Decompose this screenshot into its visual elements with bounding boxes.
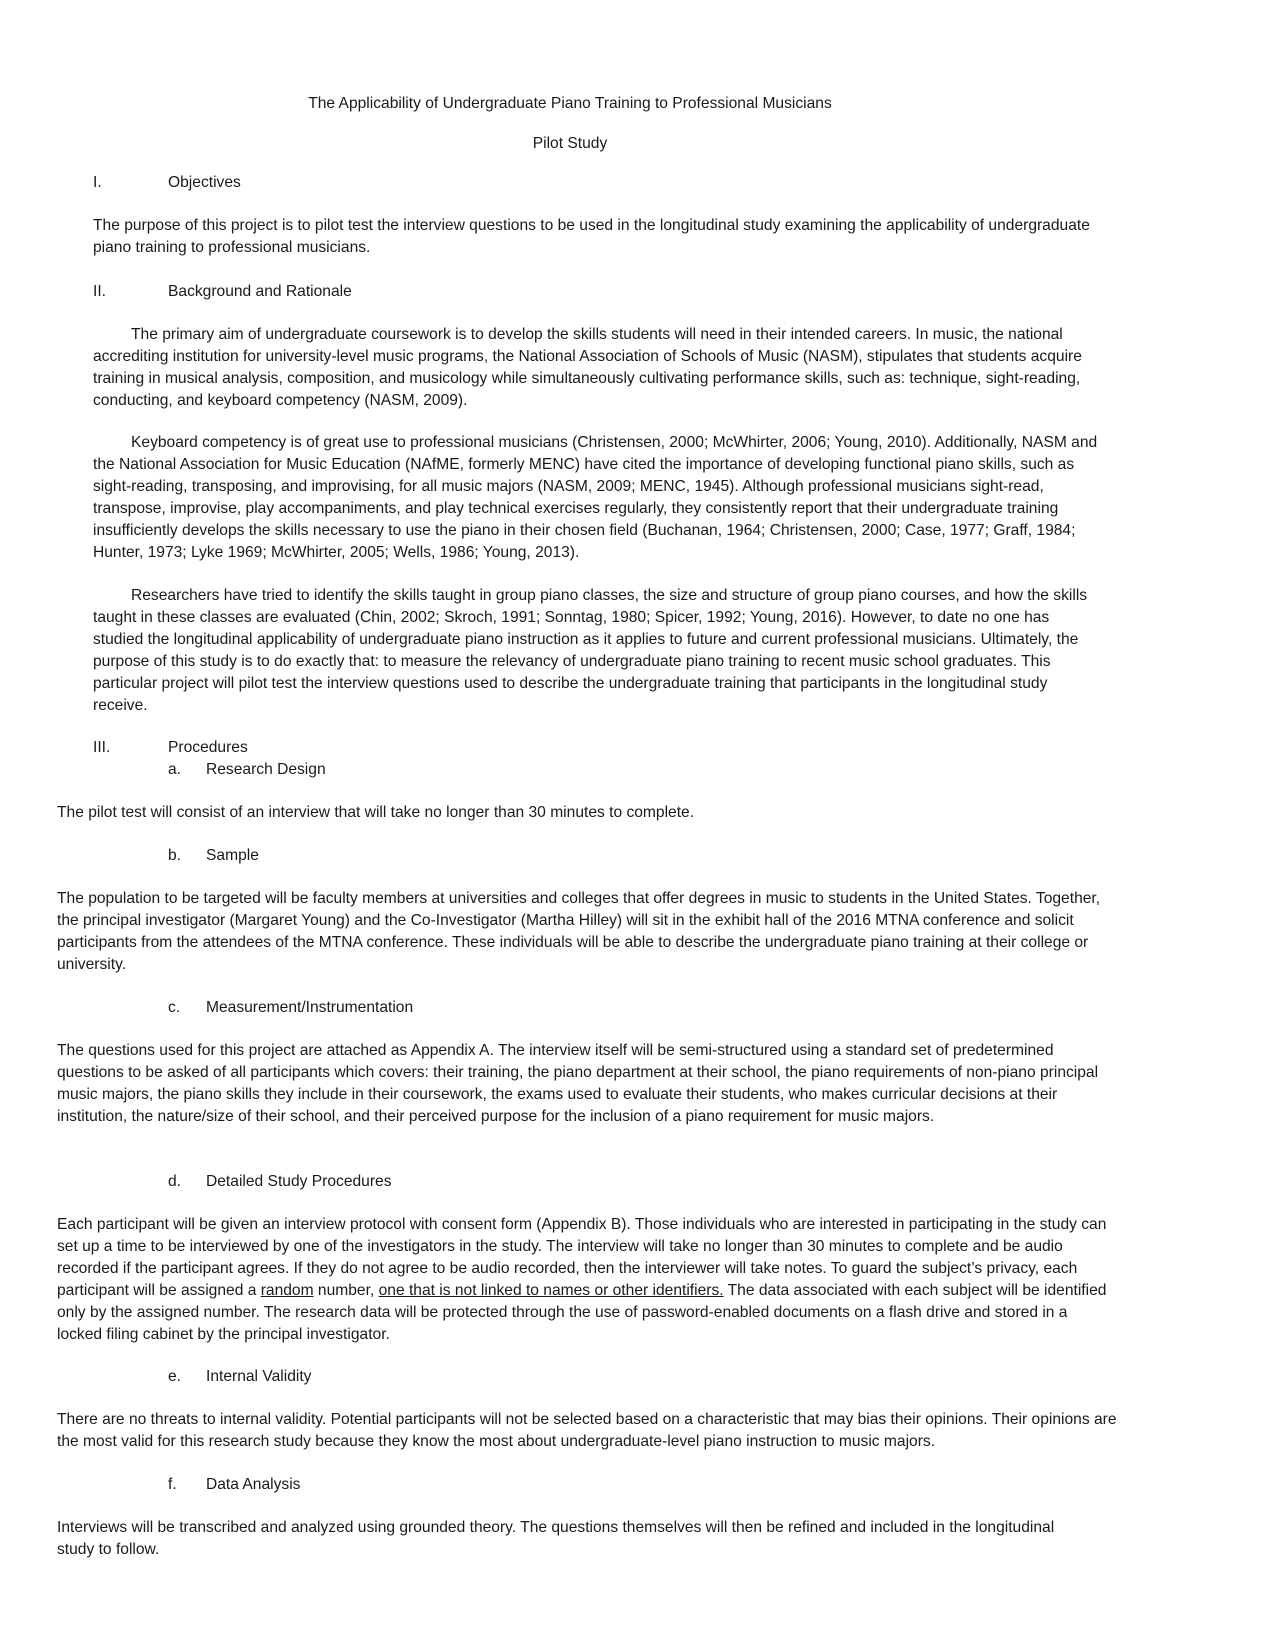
underlined-identifiers: one that is not linked to names or other identifiers. — [378, 1282, 724, 1299]
section-heading-background: Background and Rationale — [168, 283, 352, 300]
subsection-heading-measurement: Measurement/Instrumentation — [206, 999, 414, 1016]
subsection-letter-f: f. — [168, 1476, 177, 1493]
internal-validity-paragraph: There are no threats to internal validity. Potential participants will not be selected based on a characteristic that may bias their opinions. Their opinions are the most valid for this research study because they know the most about undergraduate-level piano instruction to music majors. — [57, 1411, 1117, 1450]
subsection-heading-sample: Sample — [206, 847, 259, 864]
background-paragraph-2: Keyboard competency is of great use to professional musicians (Christensen, 2000; McWhirter, 2006; Young, 2010). Additionally, NASM and the National Association for Music Education (NAfME, formerly MENC) have cited the importance of developing functional piano skills, such as sight-reading, transposing, and improvising, for all music majors (NASM, 2009; MENC, 1945). Although professional musicians sight-read, transpose, improvise, play accompaniments, and play technical exercises regularly, they consistently report that their undergraduate training insufficiently develops the skills necessary to use the piano in their chosen field (Buchanan, 1964; Christensen, 2000; Case, 1977; Graff, 1984; Hunter, 1973; Lyke 1969; McWhirter, 2005; Wells, 1986; Young, 2013). — [93, 434, 1098, 561]
section-heading-objectives: Objectives — [168, 174, 241, 191]
subsection-heading-data-analysis: Data Analysis — [206, 1476, 301, 1493]
subsection-letter-c: c. — [168, 999, 181, 1016]
subsection-letter-e: e. — [168, 1368, 182, 1385]
research-design-paragraph: The pilot test will consist of an interview that will take no longer than 30 minutes to complete. — [57, 804, 695, 821]
measurement-paragraph: The questions used for this project are attached as Appendix A. The interview itself will be semi-structured using a standard set of predetermined questions to be asked of all participants which covers: their training, the piano department at their school, the piano requirements of non-piano principal music majors, the piano skills they include in their coursework, the exams used to evaluate their students, who makes curricular decisions at their institution, the nature/size of their school, and their perceived purpose for the inclusion of a piano requirement for music majors. — [57, 1042, 1099, 1125]
section-number-1: I. — [93, 174, 102, 191]
detailed-procedures-text-mid: number, — [313, 1282, 379, 1299]
subsection-heading-detailed-procedures: Detailed Study Procedures — [206, 1173, 392, 1190]
subsection-letter-a: a. — [168, 761, 182, 778]
detailed-procedures-text-after: The data associated with each subject will be identified only by the assigned number. The research data will be protected through the use of password-enabled documents on a flash drive and stored in a locked filing cabinet by the principal investigator. — [57, 1282, 1107, 1343]
background-paragraph-3: Researchers have tried to identify the skills taught in group piano classes, the size and structure of group piano courses, and how the skills taught in these classes are evaluated (Chin, 2002; Skroch, 1991; Sonntag, 1980; Spicer, 1992; Young, 2016). However, to date no one has studied the longitudinal applicability of undergraduate piano instruction as it applies to future and current professional musicians. Ultimately, the purpose of this study is to do exactly that: to measure the relevancy of undergraduate piano training to recent music school graduates. This particular project will pilot test the interview questions used to describe the undergraduate training that participants in the longitudinal study receive. — [93, 587, 1088, 714]
subsection-heading-internal-validity: Internal Validity — [206, 1368, 312, 1385]
document-subtitle: Pilot Study — [532, 135, 608, 152]
sample-paragraph: The population to be targeted will be faculty members at universities and colleges that offer degrees in music to students in the United States. Together, the principal investigator (Margaret Young) and the Co-Investigator (Martha Hilley) will sit in the exhibit hall of the 2016 MTNA conference and solicit participants from the attendees of the MTNA conference. These individuals will be able to describe the undergraduate piano training at their college or university. — [57, 890, 1101, 973]
subsection-heading-research-design: Research Design — [206, 761, 326, 778]
detailed-procedures-text-before: Each participant will be given an interview protocol with consent form (Appendix B). Those individuals who are interested in participating in the study can set up a time to be interviewed by one of the investigators in the study. The interview will take no longer than 30 minutes to complete and be audio recorded if the participant agrees. If they do not agree to be audio recorded, then the interviewer will take notes. To guard the subject’s privacy, each participant will be assigned a — [57, 1216, 1107, 1299]
objectives-paragraph: The purpose of this project is to pilot test the interview questions to be used in the longitudinal study examining the applicability of undergraduate piano training to professional musicians. — [93, 217, 1090, 256]
underlined-random: random — [260, 1282, 314, 1299]
data-analysis-paragraph: Interviews will be transcribed and analyzed using grounded theory. The questions themselves will then be refined and included in the longitudinal study to follow. — [57, 1519, 1055, 1558]
section-heading-procedures: Procedures — [168, 739, 248, 756]
document-title: The Applicability of Undergraduate Piano Training to Professional Musicians — [308, 95, 832, 112]
subsection-letter-d: d. — [168, 1173, 182, 1190]
section-number-2: II. — [93, 283, 106, 300]
section-number-3: III. — [93, 739, 111, 756]
subsection-letter-b: b. — [168, 847, 182, 864]
detailed-procedures-paragraph — [57, 1214, 1112, 1346]
background-paragraph-1: The primary aim of undergraduate coursework is to develop the skills students will need in their intended careers. In music, the national accrediting institution for university-level music programs, the National Association of Schools of Music (NASM), stipulates that students acquire training in musical analysis, composition, and musicology while simultaneously cultivating performance skills, such as: technique, sight-reading, conducting, and keyboard competency (NASM, 2009). — [93, 326, 1082, 409]
